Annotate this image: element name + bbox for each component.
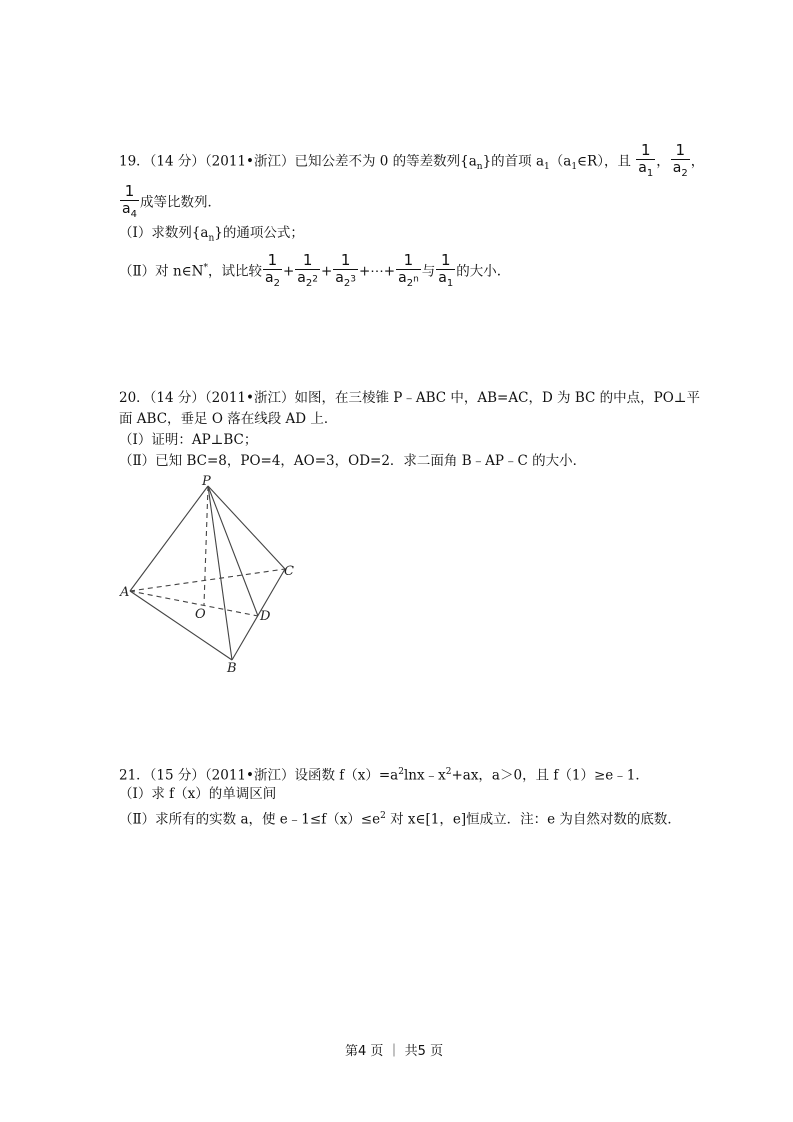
q19-head-paren: （a [549, 153, 572, 170]
q19-head-mid: }的首项 a [482, 153, 545, 170]
q19-line1 [119, 142, 704, 182]
edge-PB [208, 486, 232, 660]
label-P: P [202, 474, 211, 489]
q19-part2: （Ⅱ）对 n∈N*，试比较 $\frac{1}{a_2}$ + $\frac{1}{a_{2^2}}$ + $\frac{1}{a_{2^3}}$ +⋯+ $\frac{1}{a_{2^n}}$ 与 $\frac{1}{a_1}$ 的大小. [119, 252, 501, 292]
edge-AC [130, 569, 285, 591]
fraction-1-a2sq: $\frac{1}{a_{2^2}}$ [295, 252, 320, 292]
edge-BC [232, 569, 285, 660]
q20-part1: （Ⅰ）证明：AP⊥BC； [119, 432, 258, 448]
label-O: O [195, 607, 206, 622]
label-B: B [227, 661, 237, 676]
fraction-1-a2n: $\frac{1}{a_{2^n}}$ [396, 252, 421, 292]
q21-part1: （Ⅰ）求 f（x）的单调区间 [119, 786, 277, 802]
fraction-1-a4: $\frac{1}{a_4}$ [120, 183, 139, 223]
q19-line2-tail: 成等比数列． [139, 194, 221, 211]
label-C: C [284, 564, 294, 579]
q19-sub-1: 1 [544, 162, 550, 173]
edge-PD [208, 486, 258, 616]
q21-line1: 21．（15 分）（2011•浙江）设函数 $f(x)=a^2\ln x﹣x^2+ax$，a＞0，且 f（1）≥e﹣1． [119, 767, 649, 784]
fraction-1-a2: $\frac{1}{a_2}$ [671, 142, 690, 182]
q19-head: 19．（14 分）（2011•浙江）已知公差不为 0 的等差数列{a [119, 153, 477, 170]
edge-AB [130, 591, 232, 660]
label-A: A [120, 585, 130, 600]
fraction-1-a2cube: $\frac{1}{a_{2^3}}$ [333, 252, 358, 292]
page-footer: 第4 页 ｜ 共5 页 [345, 1044, 444, 1059]
edge-PC [208, 486, 285, 569]
q19-comma2: ， [690, 153, 705, 170]
q19-comma1: ， [656, 153, 670, 170]
edge-PO [204, 486, 208, 605]
q19-sub-1b: 1 [571, 162, 578, 173]
q19-line2 [119, 183, 221, 223]
q19-sub-n: n [476, 162, 483, 173]
pyramid-diagram [110, 470, 310, 680]
label-D: D [260, 609, 271, 624]
q21-part2: （Ⅱ）求所有的实数 a，使 $e﹣1\le f(x)\le e^2$ 对 x∈[1，e]恒成立．注：e 为自然对数的底数． [119, 811, 681, 828]
q20-part2: （Ⅱ）已知 BC=8，PO=4，AO=3，OD=2．求二面角 B﹣AP﹣C 的大小． [119, 453, 587, 469]
edge-PA [130, 486, 208, 591]
fraction-1-a2-term: $\frac{1}{a_2}$ [263, 252, 282, 292]
q20-line1: 20．（14 分）（2011•浙江）如图，在三棱锥 P﹣ABC 中，AB=AC，D 为 BC 的中点，PO⊥平 [119, 390, 700, 406]
q19-part1: （Ⅰ）求数列$\{a_n\}$的通项公式； [119, 225, 304, 244]
q20-line2: 面 ABC，垂足 O 落在线段 AD 上． [119, 411, 338, 427]
q19-head-cond: ∈R），且 [577, 153, 631, 170]
fraction-1-a1-end: $\frac{1}{a_1}$ [436, 252, 455, 292]
fraction-1-a1: $\frac{1}{a_1}$ [636, 142, 655, 182]
